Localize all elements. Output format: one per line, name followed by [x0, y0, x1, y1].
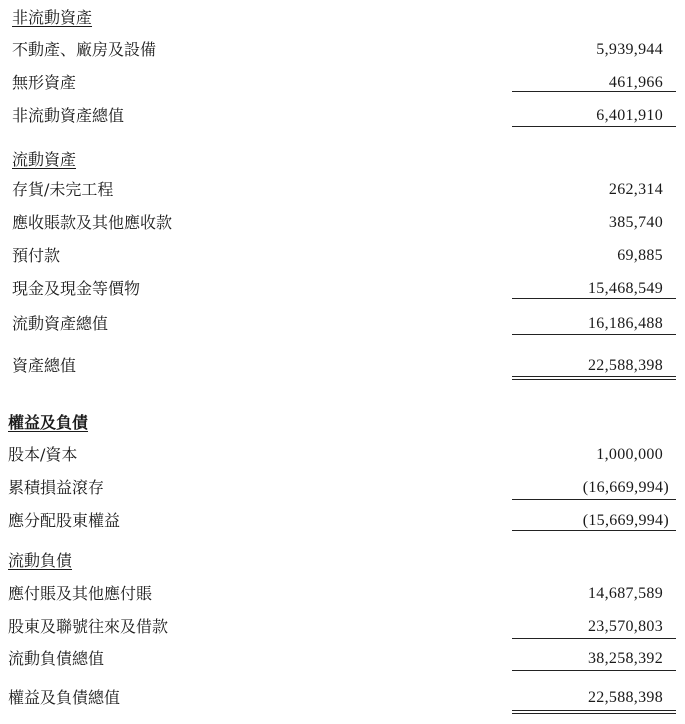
grand-total-row	[0, 352, 685, 382]
double-rule-top	[512, 376, 676, 377]
row-value: (16,669,994)	[582, 479, 669, 496]
total-value: 38,258,392	[588, 650, 663, 667]
subtotal-rule	[512, 298, 676, 299]
equity-heading-row	[0, 409, 685, 439]
row-value: 15,468,549	[588, 280, 663, 297]
total-row	[0, 507, 685, 537]
total-row	[0, 310, 685, 340]
subtotal-rule	[512, 91, 676, 92]
total-label: 非流動資產總值	[12, 106, 125, 125]
table-row	[0, 242, 685, 272]
row-value: 262,314	[608, 181, 663, 198]
total-label: 資產總值	[12, 356, 77, 375]
row-label: 現金及現金等價物	[12, 279, 141, 298]
total-row	[0, 102, 685, 132]
row-label: 不動產、廠房及設備	[12, 40, 157, 59]
row-label: 存貨/未完工程	[12, 180, 114, 199]
row-label: 無形資產	[12, 73, 77, 92]
section-heading: 權益及負債	[8, 413, 89, 432]
row-value: 461,966	[608, 74, 663, 91]
table-row	[0, 441, 685, 471]
current-liabilities-heading-row	[0, 547, 685, 577]
total-value: 22,588,398	[588, 689, 663, 706]
section-heading: 流動負債	[8, 551, 73, 570]
row-label: 股本/資本	[8, 445, 78, 464]
double-rule-bottom	[512, 713, 676, 714]
row-label: 預付款	[12, 246, 61, 265]
total-value: 6,401,910	[596, 107, 663, 124]
row-value: 23,570,803	[588, 618, 663, 635]
total-label: 應分配股東權益	[8, 511, 121, 530]
double-rule-top	[512, 710, 676, 711]
row-value: 385,740	[608, 214, 663, 231]
total-value: 22,588,398	[588, 357, 663, 374]
table-row	[0, 275, 685, 305]
total-label: 流動負債總值	[8, 649, 105, 668]
row-value: 14,687,589	[588, 585, 663, 602]
row-label: 股東及聯號往來及借款	[8, 617, 169, 636]
total-rule	[512, 334, 676, 335]
row-label: 應收賬款及其他應收款	[12, 213, 173, 232]
table-row	[0, 36, 685, 66]
table-row	[0, 176, 685, 206]
section-heading: 流動資產	[12, 150, 77, 169]
row-value: 1,000,000	[596, 446, 663, 463]
subtotal-rule	[512, 499, 676, 500]
row-value: 5,939,944	[596, 41, 663, 58]
total-label: 流動資產總值	[12, 314, 109, 333]
total-rule	[512, 530, 676, 531]
table-row	[0, 580, 685, 610]
non-current-assets-heading-row	[0, 4, 685, 34]
total-label: 權益及負債總值	[8, 688, 121, 707]
table-row	[0, 69, 685, 99]
total-rule	[512, 126, 676, 127]
current-assets-heading-row	[0, 146, 685, 176]
double-rule-bottom	[512, 379, 676, 380]
subtotal-rule	[512, 638, 676, 639]
total-value: 16,186,488	[588, 315, 663, 332]
row-label: 應付賬及其他應付賬	[8, 584, 153, 603]
row-value: 69,885	[617, 247, 663, 264]
total-rule	[512, 670, 676, 671]
table-row	[0, 209, 685, 239]
row-label: 累積損益滾存	[8, 478, 105, 497]
total-value: (15,669,994)	[582, 512, 669, 529]
section-heading: 非流動資產	[12, 8, 93, 27]
